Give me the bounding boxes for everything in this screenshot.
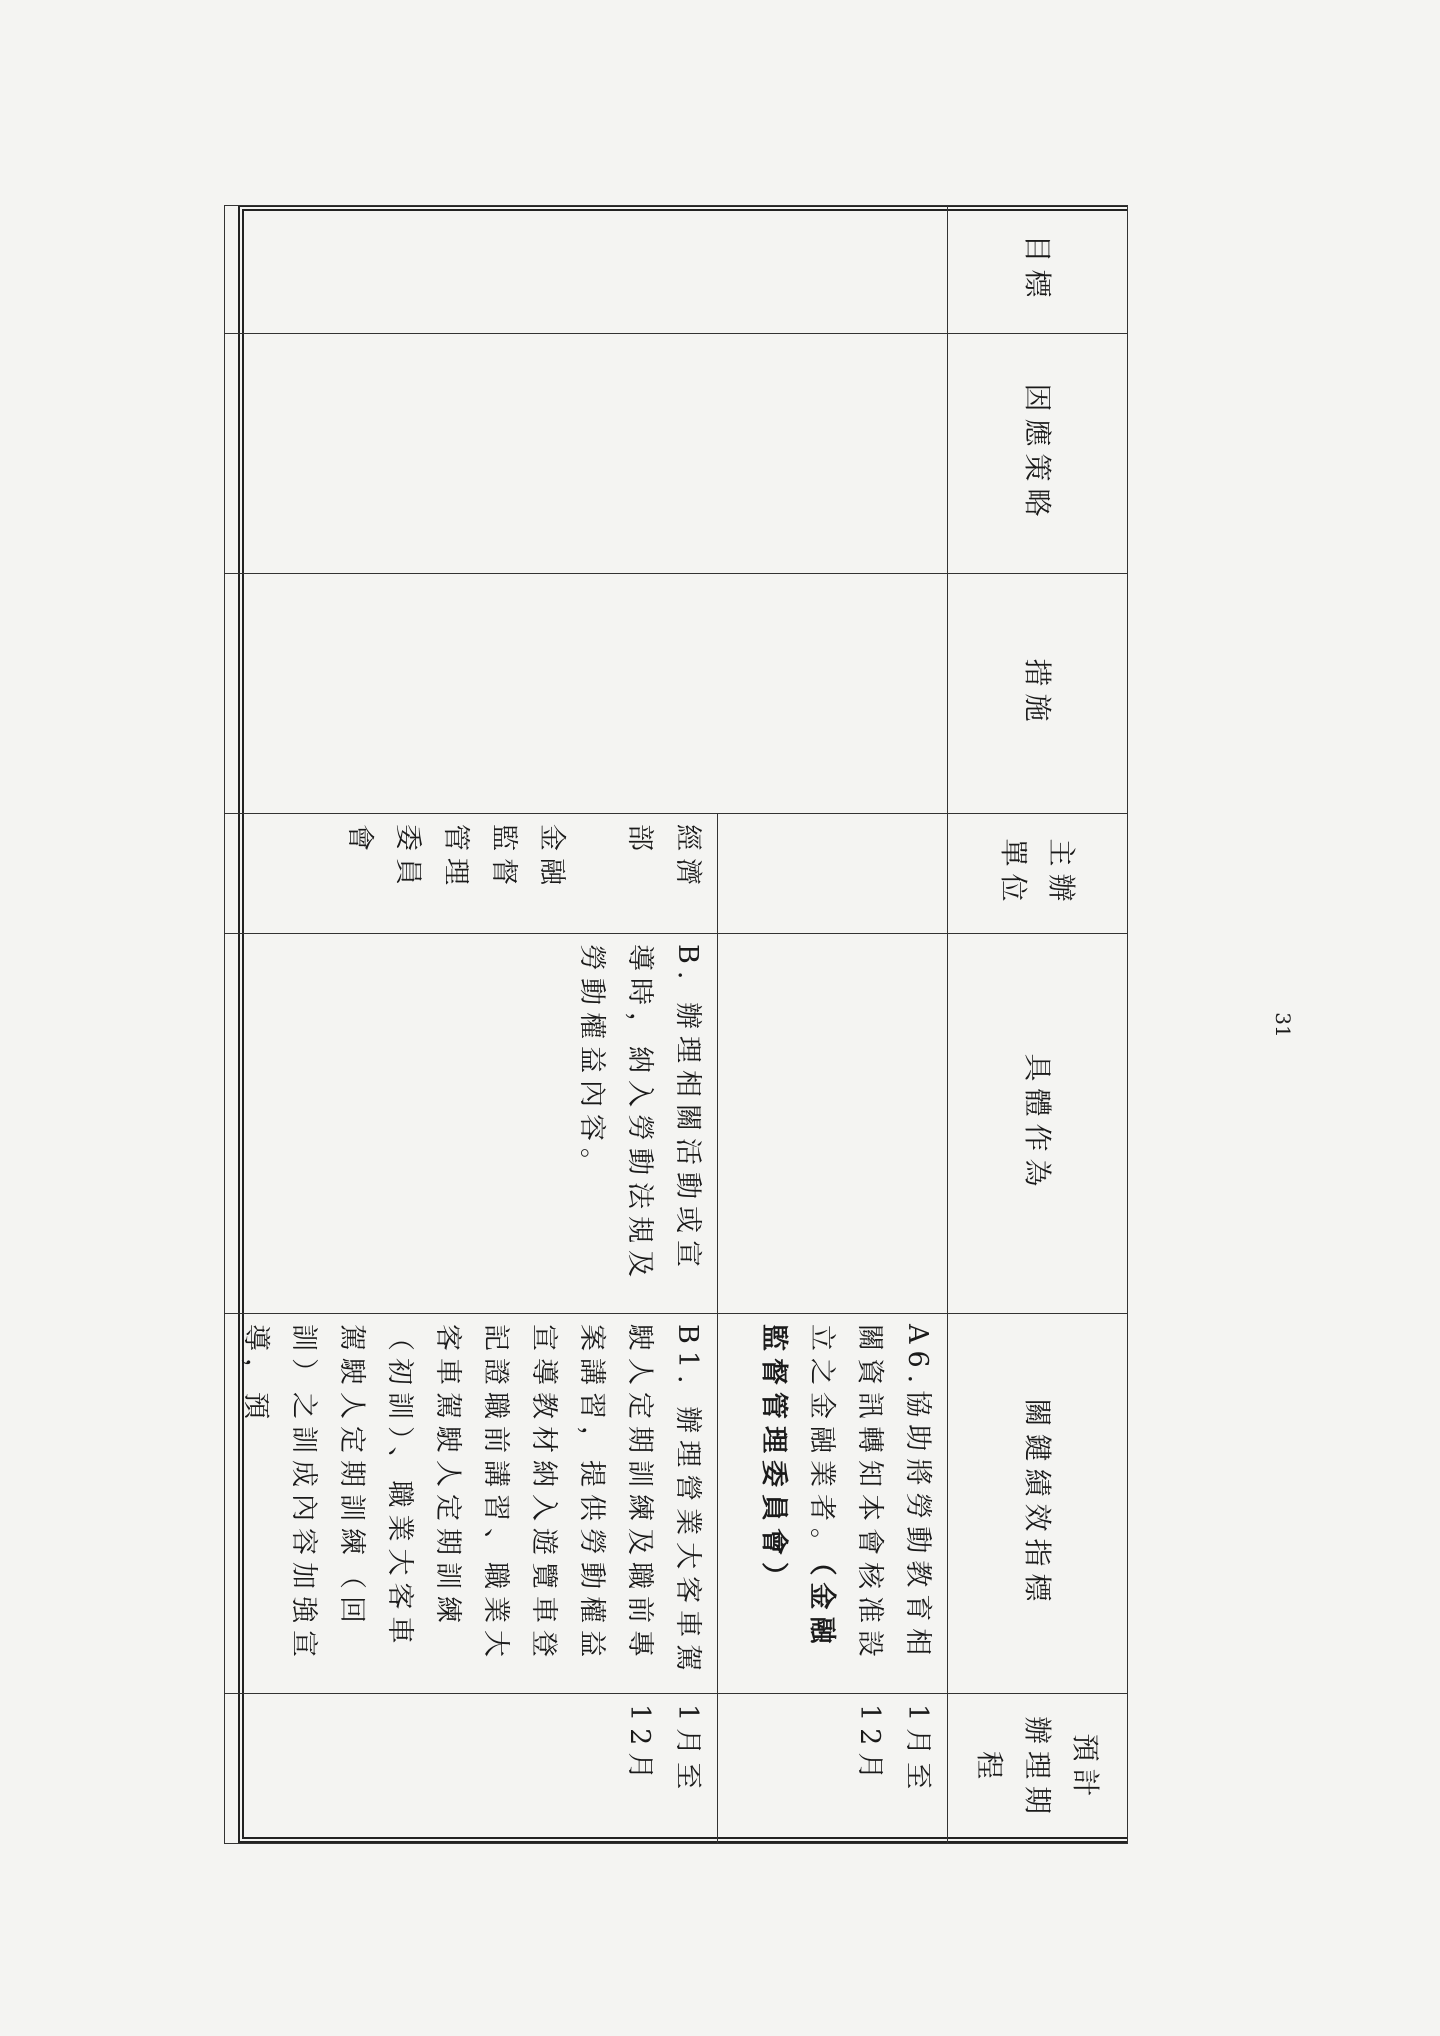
header-schedule-line1: 預計	[1069, 1733, 1103, 1804]
header-unit-line2: 單位	[997, 838, 1031, 909]
header-row	[948, 206, 1128, 1844]
schedule-cell: 1月至12月	[718, 1694, 948, 1844]
header-kpi: 關鍵績效指標	[948, 1314, 1128, 1694]
header-schedule	[948, 1694, 1128, 1844]
header-schedule-line2: 辦理期	[1021, 1715, 1055, 1821]
kpi-cell	[718, 1314, 948, 1694]
table-row	[718, 206, 948, 1844]
rotated-table-container	[238, 205, 1128, 1843]
unit-cell	[225, 814, 718, 934]
schedule-cell: 1月至12月	[225, 1694, 718, 1844]
kpi-text: A6.協助將勞動教育相關資訊轉知本會核准設立之金融業者。	[806, 1324, 933, 1664]
goal-cell	[225, 206, 948, 334]
measures-table	[224, 205, 1128, 1844]
measure-cell	[225, 574, 948, 814]
header-goal: 目標	[948, 206, 1128, 334]
header-unit-line1: 主辦	[1045, 838, 1079, 909]
unit-name-2: 金融監督管理委員會	[344, 824, 567, 892]
unit-name-1: 經濟部	[624, 824, 703, 892]
action-cell: B. 辦理相關活動或宣導時，納入勞動法規及勞動權益內容。	[225, 934, 718, 1314]
header-unit	[948, 814, 1128, 934]
header-measure: 措施	[948, 574, 1128, 814]
kpi-cell: B1. 辦理營業大客車駕駛人定期訓練及職前專案講習，提供勞動權益宣導教材納入遊覽車登記證職前講習、職業大客車駕駛人定期訓練（初訓）、職業大客車駕駛人定期訓練（回訓）之訓成內容加強宣導，預	[225, 1314, 718, 1694]
strategy-cell	[225, 334, 948, 574]
header-schedule-line3: 程	[973, 1750, 1007, 1786]
kpi-agency: （金融監督管理委員會）	[758, 1324, 837, 1651]
header-action: 具體作為	[948, 934, 1128, 1314]
header-strategy: 因應策略	[948, 334, 1128, 574]
action-cell	[718, 934, 948, 1314]
unit-cell	[718, 814, 948, 934]
page-number: 31	[1271, 1012, 1295, 1038]
